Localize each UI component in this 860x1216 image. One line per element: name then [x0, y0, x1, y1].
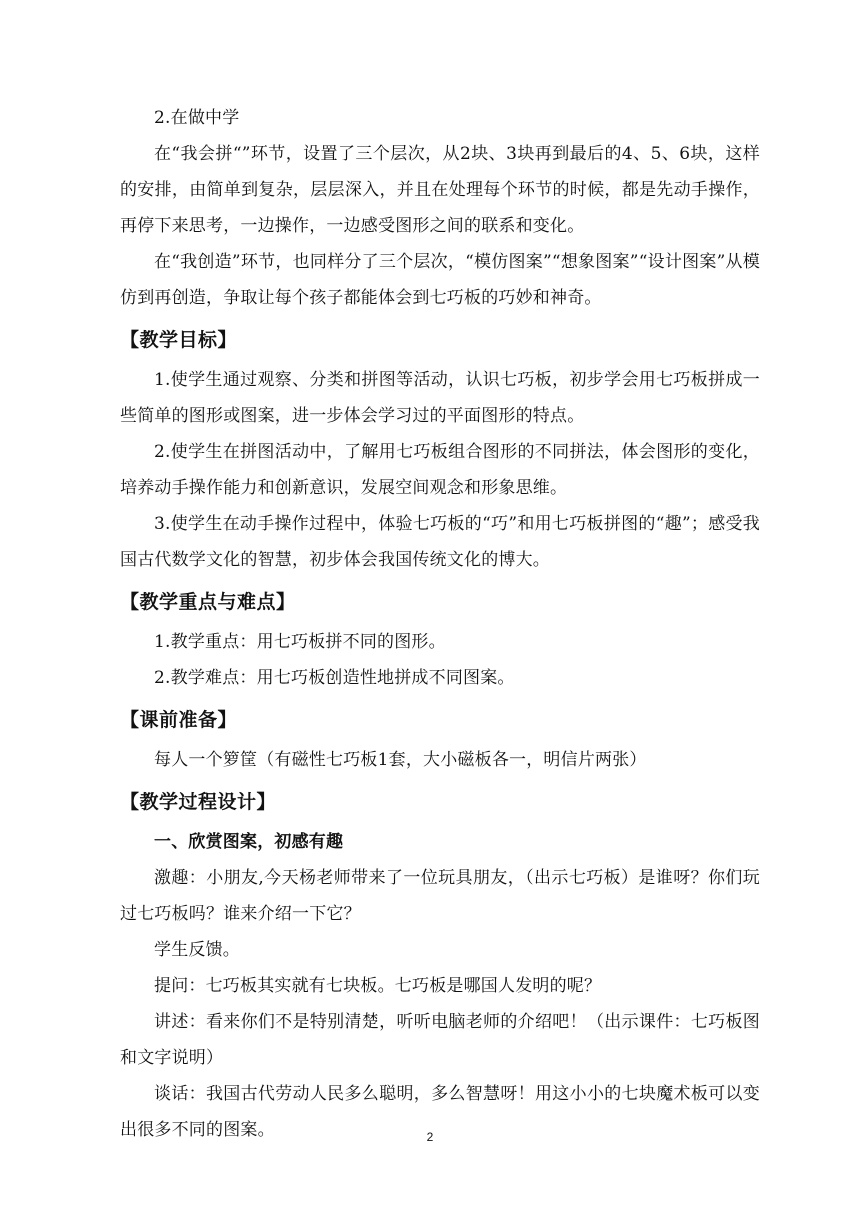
document-page: [120, 100, 760, 1148]
paragraph-create: 在“我创造”环节，也同样分了三个层次，“模仿图案”“想象图案”“设计图案”从模仿到再创造，争取让每个孩子都能体会到七巧板的巧妙和神奇。: [120, 252, 760, 308]
process-paragraph: 讲述：看来你们不是特别清楚，听听电脑老师的介绍吧！（出示课件：七巧板图和文字说明）: [120, 1012, 760, 1068]
key-point-item: 2.教学难点：用七巧板创造性地拼成不同图案。: [154, 668, 515, 688]
section-heading-preparation: 【课前准备】: [120, 709, 238, 731]
process-paragraph: 提问：七巧板其实就有七块板。七巧板是哪国人发明的呢？: [154, 976, 602, 996]
process-paragraph: 激趣：小朋友,今天杨老师带来了一位玩具朋友，（出示七巧板）是谁呀？你们玩过七巧板吗？谁来介绍一下它？: [120, 868, 760, 924]
process-paragraph: 谈话：我国古代劳动人民多么聪明，多么智慧呀！用这小小的七块魔术板可以变出很多不同的图案。: [120, 1084, 760, 1140]
page-number: 2: [426, 1130, 434, 1144]
section-heading-goals: 【教学目标】: [120, 329, 238, 351]
section-heading-process: 【教学过程设计】: [120, 791, 277, 813]
preparation-text: 每人一个箩筐（有磁性七巧板1套，大小磁板各一，明信片两张）: [154, 750, 647, 770]
goal-item: 3.使学生在动手操作过程中，体验七巧板的“巧”和用七巧板拼图的“趣”；感受我国古代数学文化的智慧，初步体会我国传统文化的博大。: [120, 514, 760, 570]
paragraph-pin: 在“我会拼“”环节，设置了三个层次，从2块、3块再到最后的4、5、6块，这样的安排，由简单到复杂，层层深入，并且在处理每个环节的时候，都是先动手操作，再停下来思考，一边操作，一边感受图形之间的联系和变化。: [120, 144, 760, 236]
section-heading-key-points: 【教学重点与难点】: [120, 591, 296, 613]
goal-item: 1.使学生通过观察、分类和拼图等活动，认识七巧板，初步学会用七巧板拼成一些简单的图形或图案，进一步体会学习过的平面图形的特点。: [120, 370, 760, 426]
item-title: 2.在做中学: [154, 108, 240, 128]
process-paragraph: 学生反馈。: [154, 940, 240, 960]
process-subheading: 一、欣赏图案，初感有趣: [154, 832, 344, 852]
key-point-item: 1.教学重点：用七巧板拼不同的图形。: [154, 632, 446, 652]
goal-item: 2.使学生在拼图活动中，了解用七巧板组合图形的不同拼法，体会图形的变化，培养动手操作能力和创新意识，发展空间观念和形象思维。: [120, 442, 760, 498]
